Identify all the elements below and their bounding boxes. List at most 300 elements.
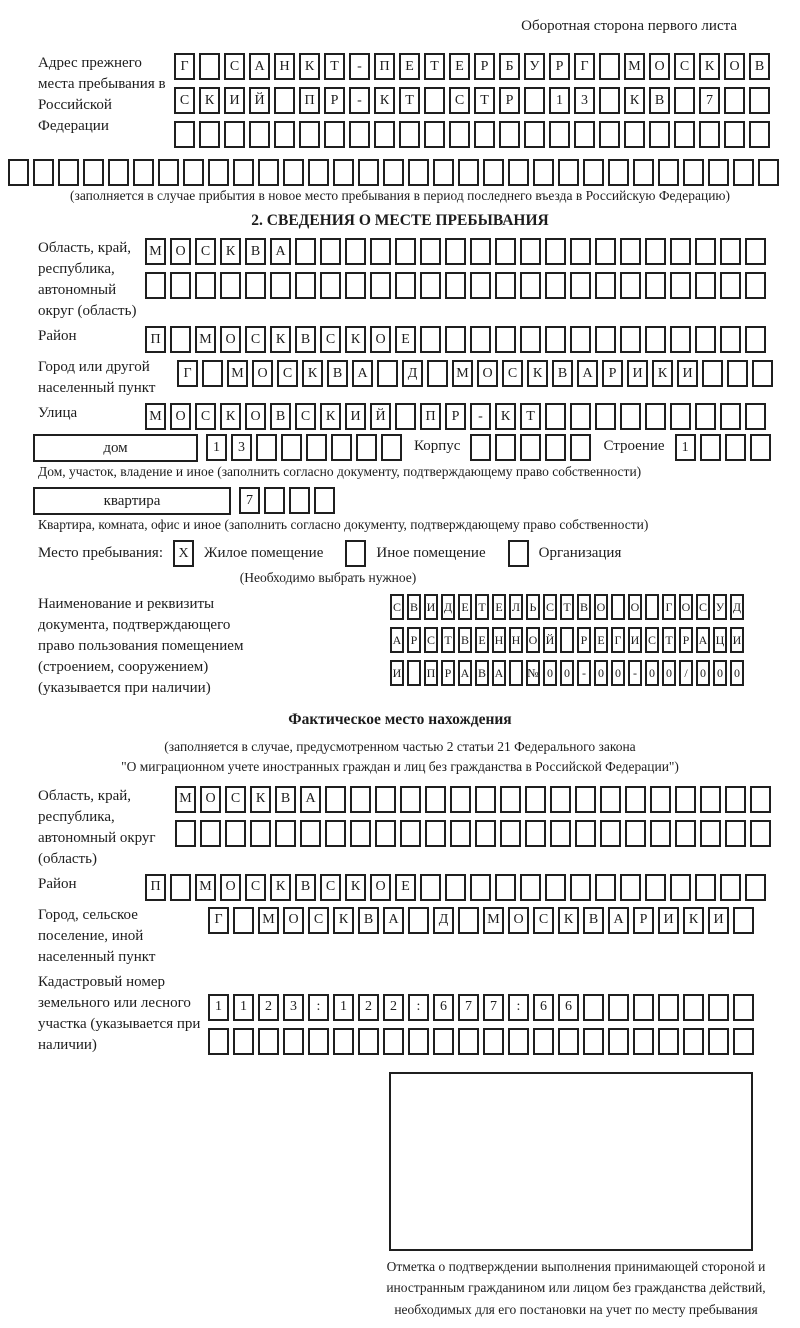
char-cell xyxy=(595,874,616,901)
char-cell: Т xyxy=(424,53,445,80)
stay-option-residential-checkbox xyxy=(173,540,204,567)
char-cell xyxy=(458,159,479,186)
char-cell: А xyxy=(696,627,710,653)
char-cell: : xyxy=(408,994,429,1021)
char-cell: Г xyxy=(174,53,195,80)
char-cell xyxy=(595,403,616,430)
char-cell xyxy=(183,159,204,186)
char-cell xyxy=(433,1028,454,1055)
char-cell xyxy=(233,1028,254,1055)
char-cell: Р xyxy=(679,627,693,653)
char-cell xyxy=(683,159,704,186)
stay-place-note: (Необходимо выбрать нужное) xyxy=(68,570,588,586)
char-cell: М xyxy=(145,403,166,430)
char-cell: О xyxy=(283,907,304,934)
street-block xyxy=(8,403,792,430)
char-cell xyxy=(170,272,191,299)
house-block xyxy=(33,434,792,462)
stay-option-other-label: Иное помещение xyxy=(376,545,485,562)
char-cell: К xyxy=(527,360,548,387)
fact-region-row-2 xyxy=(175,820,792,847)
document-label: Наименование и реквизиты документа, подтверждающего право пользования помещением (строением, сооружением) (указывается при наличии) xyxy=(8,594,390,699)
char-cell xyxy=(724,87,745,114)
char-cell: М xyxy=(145,238,166,265)
char-cell xyxy=(520,272,541,299)
char-cell xyxy=(633,1028,654,1055)
char-cell xyxy=(560,627,574,653)
char-cell xyxy=(645,403,666,430)
char-cell: В xyxy=(327,360,348,387)
char-cell: В xyxy=(583,907,604,934)
apartment-note: Квартира, комната, офис и иное (заполнить согласно документу, подтверждающему право собственности) xyxy=(38,517,792,533)
char-cell xyxy=(533,159,554,186)
char-cell xyxy=(495,272,516,299)
char-cell xyxy=(745,272,766,299)
char-cell: И xyxy=(658,907,679,934)
char-cell xyxy=(545,272,566,299)
char-cell: С xyxy=(320,326,341,353)
char-cell: 0 xyxy=(713,660,727,686)
char-cell xyxy=(599,53,620,80)
char-cell xyxy=(525,820,546,847)
stay-option-residential-label: Жилое помещение xyxy=(204,545,323,562)
char-cell xyxy=(475,786,496,813)
char-cell xyxy=(545,434,566,461)
char-cell: 0 xyxy=(696,660,710,686)
char-cell: М xyxy=(452,360,473,387)
fact-note-line1: (заполняется в случае, предусмотренном частью 2 статьи 21 Федерального закона xyxy=(8,737,792,757)
char-cell xyxy=(558,1028,579,1055)
char-cell xyxy=(295,238,316,265)
cadastre-label: Кадастровый номер земельного или лесного участка (указывается при наличии) xyxy=(8,972,208,1056)
char-cell xyxy=(708,159,729,186)
char-cell xyxy=(645,238,666,265)
char-cell xyxy=(445,272,466,299)
stamp-caption: Отметка о подтверждении выполнения принимающей стороной и иностранным гражданином или лицом без гражданства действий, необходимых для его постановки на учет по месту пребывания xyxy=(378,1256,774,1328)
region-row-1 xyxy=(145,238,792,265)
prev-address-rows xyxy=(174,53,792,155)
char-cell xyxy=(258,159,279,186)
char-cell xyxy=(395,272,416,299)
char-cell xyxy=(445,874,466,901)
fact-note-line2: "О миграционном учете иностранных граждан и лиц без гражданства в Российской Федерации") xyxy=(8,757,792,777)
char-cell xyxy=(533,1028,554,1055)
char-cell xyxy=(420,326,441,353)
char-cell xyxy=(599,121,620,148)
char-cell: С xyxy=(696,594,710,620)
char-cell: Д xyxy=(730,594,744,620)
char-cell xyxy=(349,121,370,148)
house-box-label: дом xyxy=(33,434,198,462)
char-cell xyxy=(325,820,346,847)
char-cell xyxy=(733,159,754,186)
char-cell xyxy=(650,786,671,813)
char-cell: К xyxy=(699,53,720,80)
char-cell: Р xyxy=(474,53,495,80)
char-cell xyxy=(608,994,629,1021)
char-cell xyxy=(675,820,696,847)
char-cell: С xyxy=(320,874,341,901)
char-cell: 3 xyxy=(283,994,304,1021)
char-cell: П xyxy=(420,403,441,430)
char-cell xyxy=(400,820,421,847)
char-cell: Р xyxy=(441,660,455,686)
char-cell: 7 xyxy=(458,994,479,1021)
char-cell: Е xyxy=(395,326,416,353)
char-cell xyxy=(520,434,541,461)
char-cell xyxy=(683,1028,704,1055)
char-cell: С xyxy=(543,594,557,620)
char-cell xyxy=(375,820,396,847)
char-cell xyxy=(750,786,771,813)
char-cell xyxy=(270,272,291,299)
char-cell xyxy=(325,786,346,813)
char-cell: 1 xyxy=(233,994,254,1021)
region-block xyxy=(8,238,792,322)
char-cell xyxy=(520,874,541,901)
char-cell xyxy=(720,874,741,901)
char-cell xyxy=(306,434,327,461)
char-cell xyxy=(145,272,166,299)
char-cell: В xyxy=(295,874,316,901)
char-cell: К xyxy=(299,53,320,80)
char-cell xyxy=(508,1028,529,1055)
char-cell: 3 xyxy=(574,87,595,114)
char-cell: - xyxy=(628,660,642,686)
char-cell: В xyxy=(649,87,670,114)
char-cell: 7 xyxy=(483,994,504,1021)
char-cell xyxy=(256,434,277,461)
char-cell xyxy=(570,403,591,430)
char-cell: Е xyxy=(395,874,416,901)
char-cell: В xyxy=(407,594,421,620)
char-cell: В xyxy=(358,907,379,934)
char-cell xyxy=(245,272,266,299)
char-cell: К xyxy=(320,403,341,430)
char-cell xyxy=(620,238,641,265)
char-cell: И xyxy=(628,627,642,653)
char-cell xyxy=(370,272,391,299)
char-cell xyxy=(420,272,441,299)
char-cell xyxy=(499,121,520,148)
char-cell xyxy=(445,326,466,353)
char-cell xyxy=(470,238,491,265)
apartment-block xyxy=(33,487,792,515)
prev-address-block xyxy=(8,53,792,155)
char-cell xyxy=(158,159,179,186)
char-cell xyxy=(745,874,766,901)
char-cell: П xyxy=(299,87,320,114)
char-cell: - xyxy=(349,87,370,114)
stay-place-label: Место пребывания: xyxy=(38,545,163,562)
char-cell xyxy=(708,994,729,1021)
char-cell: И xyxy=(730,627,744,653)
char-cell xyxy=(758,159,779,186)
char-cell: О xyxy=(477,360,498,387)
char-cell: С xyxy=(502,360,523,387)
char-cell xyxy=(645,326,666,353)
fact-district-block xyxy=(8,874,792,901)
char-cell xyxy=(720,403,741,430)
char-cell xyxy=(595,272,616,299)
char-cell: 6 xyxy=(433,994,454,1021)
char-cell xyxy=(545,403,566,430)
char-cell xyxy=(500,820,521,847)
char-cell xyxy=(383,1028,404,1055)
char-cell: Т xyxy=(441,627,455,653)
char-cell xyxy=(708,1028,729,1055)
char-cell: 7 xyxy=(699,87,720,114)
prev-address-caption: (заполняется в случае прибытия в новое место пребывания в период последнего въезда в Российскую Федерацию) xyxy=(8,188,792,204)
char-cell xyxy=(670,403,691,430)
char-cell: А xyxy=(300,786,321,813)
char-cell: К xyxy=(250,786,271,813)
char-cell xyxy=(258,1028,279,1055)
char-cell xyxy=(381,434,402,461)
char-cell: О xyxy=(594,594,608,620)
char-cell xyxy=(595,238,616,265)
street-label: Улица xyxy=(8,403,145,424)
char-cell: Е xyxy=(492,594,506,620)
street-row xyxy=(145,403,770,430)
char-cell xyxy=(200,820,221,847)
apartment-row xyxy=(239,487,339,514)
char-cell: - xyxy=(577,660,591,686)
region-rows xyxy=(145,238,792,306)
char-cell: Е xyxy=(458,594,472,620)
char-cell: В xyxy=(475,660,489,686)
char-cell xyxy=(356,434,377,461)
char-cell xyxy=(424,121,445,148)
char-cell xyxy=(108,159,129,186)
char-cell: Г xyxy=(611,627,625,653)
char-cell xyxy=(670,326,691,353)
char-cell xyxy=(600,820,621,847)
char-cell xyxy=(458,1028,479,1055)
char-cell xyxy=(600,786,621,813)
char-cell xyxy=(695,403,716,430)
char-cell xyxy=(358,159,379,186)
char-cell: У xyxy=(713,594,727,620)
char-cell xyxy=(450,786,471,813)
char-cell xyxy=(483,159,504,186)
stay-option-other-checkbox xyxy=(345,540,376,567)
char-cell xyxy=(570,326,591,353)
char-cell xyxy=(700,820,721,847)
fact-district-label: Район xyxy=(8,874,145,895)
district-label: Район xyxy=(8,326,145,347)
char-cell xyxy=(545,238,566,265)
prev-address-row-2 xyxy=(174,87,792,114)
stamp-box xyxy=(389,1072,753,1251)
char-cell: П xyxy=(145,874,166,901)
char-cell xyxy=(725,434,746,461)
korpus-row xyxy=(470,434,595,461)
document-row-2 xyxy=(390,627,792,653)
char-cell xyxy=(495,326,516,353)
char-cell: Н xyxy=(509,627,523,653)
char-cell: Й xyxy=(249,87,270,114)
char-cell: О xyxy=(724,53,745,80)
char-cell xyxy=(695,238,716,265)
char-cell xyxy=(395,403,416,430)
char-cell xyxy=(724,121,745,148)
char-cell xyxy=(208,1028,229,1055)
char-cell xyxy=(233,159,254,186)
char-cell xyxy=(727,360,748,387)
char-cell: 1 xyxy=(208,994,229,1021)
char-cell xyxy=(575,786,596,813)
char-cell: 0 xyxy=(662,660,676,686)
cadastre-row-1 xyxy=(208,994,792,1021)
char-cell xyxy=(745,326,766,353)
district-block xyxy=(8,326,792,353)
char-cell xyxy=(427,360,448,387)
char-cell: О xyxy=(679,594,693,620)
char-cell: К xyxy=(302,360,323,387)
char-cell xyxy=(170,326,191,353)
char-cell xyxy=(470,874,491,901)
char-cell xyxy=(625,786,646,813)
char-cell xyxy=(283,1028,304,1055)
char-cell: Н xyxy=(492,627,506,653)
char-cell: В xyxy=(577,594,591,620)
char-cell: О xyxy=(628,594,642,620)
char-cell: № xyxy=(526,660,540,686)
char-cell: С xyxy=(195,403,216,430)
fact-region-rows xyxy=(175,786,792,854)
char-cell xyxy=(483,1028,504,1055)
char-cell: Н xyxy=(274,53,295,80)
char-cell xyxy=(550,786,571,813)
char-cell xyxy=(558,159,579,186)
char-cell: Е xyxy=(399,53,420,80)
char-cell xyxy=(320,238,341,265)
city-block xyxy=(8,357,792,399)
char-cell: В xyxy=(552,360,573,387)
char-cell: М xyxy=(195,874,216,901)
char-cell xyxy=(225,820,246,847)
char-cell: С xyxy=(674,53,695,80)
char-cell: Г xyxy=(177,360,198,387)
char-cell xyxy=(345,238,366,265)
char-cell xyxy=(470,434,491,461)
char-cell: И xyxy=(677,360,698,387)
char-cell xyxy=(545,326,566,353)
char-cell: Й xyxy=(543,627,557,653)
char-cell xyxy=(620,403,641,430)
char-cell xyxy=(331,434,352,461)
char-cell xyxy=(574,121,595,148)
char-cell xyxy=(202,360,223,387)
char-cell xyxy=(695,326,716,353)
char-cell xyxy=(583,994,604,1021)
char-cell xyxy=(745,403,766,430)
char-cell: В xyxy=(458,627,472,653)
char-cell: И xyxy=(424,594,438,620)
char-cell: А xyxy=(608,907,629,934)
stroenie-row xyxy=(675,434,775,461)
char-cell xyxy=(508,540,529,567)
char-cell xyxy=(608,159,629,186)
char-cell: И xyxy=(345,403,366,430)
char-cell xyxy=(220,272,241,299)
char-cell: : xyxy=(308,994,329,1021)
char-cell xyxy=(695,272,716,299)
char-cell xyxy=(408,1028,429,1055)
char-cell xyxy=(658,1028,679,1055)
city-label: Город или другой населенный пункт xyxy=(8,357,177,399)
char-cell: С xyxy=(225,786,246,813)
char-cell xyxy=(700,786,721,813)
char-cell xyxy=(345,272,366,299)
stay-option-organization-checkbox xyxy=(508,540,539,567)
char-cell: 1 xyxy=(549,87,570,114)
char-cell: 1 xyxy=(333,994,354,1021)
fact-city-block xyxy=(8,905,792,968)
char-cell xyxy=(608,1028,629,1055)
char-cell: Б xyxy=(499,53,520,80)
char-cell xyxy=(350,786,371,813)
char-cell: Д xyxy=(433,907,454,934)
stay-option-organization-label: Организация xyxy=(539,545,622,562)
document-rows xyxy=(390,594,792,693)
char-cell: К xyxy=(270,326,291,353)
char-cell: К xyxy=(270,874,291,901)
char-cell: Р xyxy=(445,403,466,430)
char-cell: П xyxy=(374,53,395,80)
char-cell: У xyxy=(524,53,545,80)
char-cell xyxy=(308,1028,329,1055)
char-cell: 7 xyxy=(239,487,260,514)
char-cell: 6 xyxy=(533,994,554,1021)
char-cell xyxy=(620,326,641,353)
char-cell: И xyxy=(627,360,648,387)
char-cell xyxy=(550,820,571,847)
house-number-row xyxy=(206,434,406,461)
char-cell xyxy=(699,121,720,148)
char-cell: В xyxy=(295,326,316,353)
char-cell xyxy=(399,121,420,148)
char-cell: С xyxy=(174,87,195,114)
char-cell xyxy=(320,272,341,299)
apartment-box-label: квартира xyxy=(33,487,231,515)
char-cell xyxy=(425,786,446,813)
char-cell: М xyxy=(483,907,504,934)
char-cell xyxy=(408,159,429,186)
char-cell xyxy=(750,434,771,461)
char-cell: С xyxy=(224,53,245,80)
char-cell xyxy=(650,820,671,847)
char-cell xyxy=(199,121,220,148)
char-cell: А xyxy=(458,660,472,686)
char-cell: Т xyxy=(520,403,541,430)
house-note: Дом, участок, владение и иное (заполнить согласно документу, подтверждающему право собственности) xyxy=(38,464,792,480)
char-cell xyxy=(224,121,245,148)
char-cell xyxy=(649,121,670,148)
char-cell xyxy=(495,238,516,265)
char-cell: И xyxy=(708,907,729,934)
document-block xyxy=(8,594,792,699)
char-cell xyxy=(83,159,104,186)
char-cell: - xyxy=(349,53,370,80)
char-cell xyxy=(570,434,591,461)
char-cell xyxy=(374,121,395,148)
char-cell: 1 xyxy=(675,434,696,461)
prev-address-row-1 xyxy=(174,53,792,80)
header-note: Оборотная сторона первого листа xyxy=(8,18,792,35)
char-cell xyxy=(583,159,604,186)
